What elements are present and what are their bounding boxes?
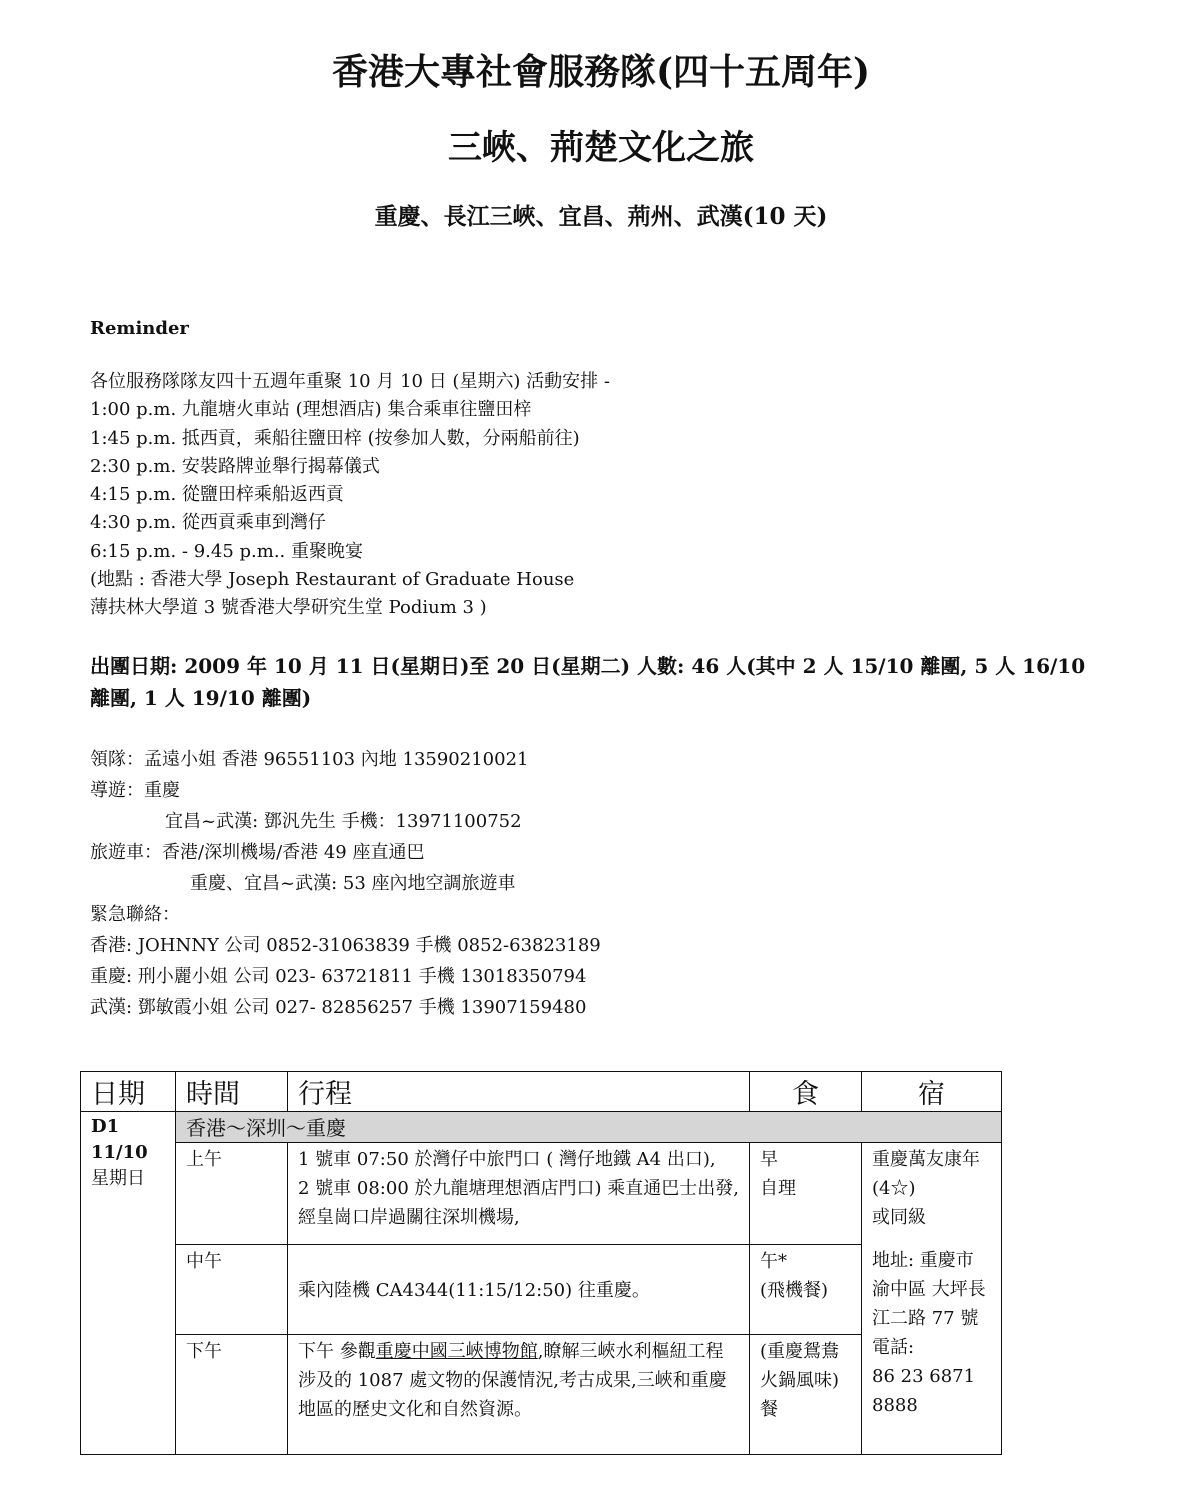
time-afternoon: 下午: [176, 1335, 288, 1455]
guide-chongqing: 導遊：重慶: [90, 780, 180, 801]
schedule-line: 各位服務隊隊友四十五週年重聚 10 月 10 日 (星期六) 活動安排 -: [90, 371, 610, 392]
reminder-schedule: [90, 368, 610, 623]
emergency-chongqing: 重慶: 刑小麗小姐 公司 023- 63721811 手機 13018350794: [90, 966, 587, 987]
schedule-line: 4:30 p.m. 從西貢乘車到灣仔: [90, 512, 326, 534]
schedule-line: 1:00 p.m. 九龍塘火車站 (理想酒店) 集合乘車往鹽田梓: [90, 399, 532, 421]
schedule-line: 6:15 p.m. - 9.45 p.m.. 重聚晚宴: [90, 540, 363, 562]
museum-name: 重慶中國三峽博物館: [375, 1341, 538, 1362]
header-time: 時間: [176, 1072, 288, 1112]
schedule-line: 4:15 p.m. 從鹽田梓乘船返西貢: [90, 484, 344, 506]
day-weekday: 星期日: [91, 1168, 145, 1189]
noon-flight: 乘內陸機 CA4344(11:15/12:50) 往重慶。: [298, 1280, 650, 1301]
emergency-heading: 緊急聯絡：: [90, 904, 180, 925]
day-route: 香港～深圳～重慶: [176, 1112, 1002, 1143]
dinner-cell: (重慶鴛鴦火鍋風味)餐: [750, 1335, 862, 1455]
contacts-block: [90, 744, 601, 1023]
coach-mainland: 重慶、宜昌~武漢: 53 座內地空調旅遊車: [190, 873, 516, 894]
table-row: [81, 1112, 1002, 1143]
document-title: 香港大專社會服務隊(四十五周年): [331, 51, 871, 93]
noon-itinerary: [288, 1245, 750, 1335]
itinerary-table: [80, 1071, 1002, 1455]
day-id: D1: [91, 1116, 120, 1137]
time-morning: 上午: [176, 1143, 288, 1245]
emergency-hk: 香港: JOHNNY 公司 0852-31063839 手機 0852-63823189: [90, 935, 601, 956]
emergency-wuhan: 武漢: 鄧敏霞小姐 公司 027- 82856257 手機 13907159480: [90, 997, 587, 1018]
hotel-name: 重慶萬友康年(4☆) 或同級: [872, 1149, 980, 1228]
schedule-line: 薄扶林大學道 3 號香港大學研究生堂 Podium 3 ): [90, 597, 487, 619]
coach-hk: 旅遊車：香港/深圳機場/香港 49 座直通巴: [90, 842, 425, 863]
hotel-cell: [862, 1143, 1002, 1455]
breakfast-cell: 早 自理: [750, 1143, 862, 1245]
document-subtitle: 三峽、荊楚文化之旅: [448, 128, 754, 168]
schedule-line: 2:30 p.m. 安裝路牌並舉行揭幕儀式: [90, 455, 380, 477]
tour-leader: 領隊：孟遠小姐 香港 96551103 內地 13590210021: [90, 749, 529, 770]
header-accommodation: 宿: [862, 1072, 1002, 1112]
table-row: [81, 1143, 1002, 1245]
table-header-row: [81, 1072, 1002, 1112]
time-noon: 中午: [176, 1245, 288, 1335]
afternoon-text-post: ,瞭解三峽水利樞紐工程涉及的 1087 處文物的保護情況,考古成果,三峽和重慶地區的歷史文化和自然資源。: [298, 1341, 727, 1420]
header-itinerary: 行程: [288, 1072, 750, 1112]
schedule-line: (地點 : 香港大學 Joseph Restaurant of Graduate House: [90, 569, 575, 591]
lunch-cell: 午* (飛機餐): [750, 1245, 862, 1335]
guide-yichang-wuhan: 宜昌~武漢: 鄧汎先生 手機：13971100752: [165, 811, 522, 832]
day-cell: [81, 1112, 176, 1455]
header-meals: 食: [750, 1072, 862, 1112]
hotel-address: 地址: 重慶市 渝中區 大坪長江二路 77 號 電話: 86 23 6871 8888: [872, 1250, 986, 1416]
departure-info: 出團日期: 2009 年 10 月 11 日(星期日)至 20 日(星期二) 人數: 46 人(其中 2 人 15/10 離團, 5 人 16/10 離團, 1 人 19/10 離團): [90, 654, 1086, 710]
route-heading: 重慶、長江三峽、宜昌、荊州、武漢(10 天): [374, 203, 828, 230]
afternoon-text-pre: 下午 參觀: [298, 1341, 376, 1362]
morning-itinerary: 1 號車 07:50 於灣仔中旅門口 ( 灣仔地鐵 A4 出口), 2 號車 08:00 於九龍塘理想酒店門口) 乘直通巴士出發,經皇崗口岸過關往深圳機場,: [288, 1143, 750, 1245]
schedule-line: 1:45 p.m. 抵西貢，乘船往鹽田梓 (按參加人數，分兩船前往): [90, 427, 580, 449]
afternoon-itinerary: [288, 1335, 750, 1455]
reminder-heading: Reminder: [90, 318, 189, 339]
header-date: 日期: [81, 1072, 176, 1112]
day-date: 11/10: [91, 1142, 148, 1163]
